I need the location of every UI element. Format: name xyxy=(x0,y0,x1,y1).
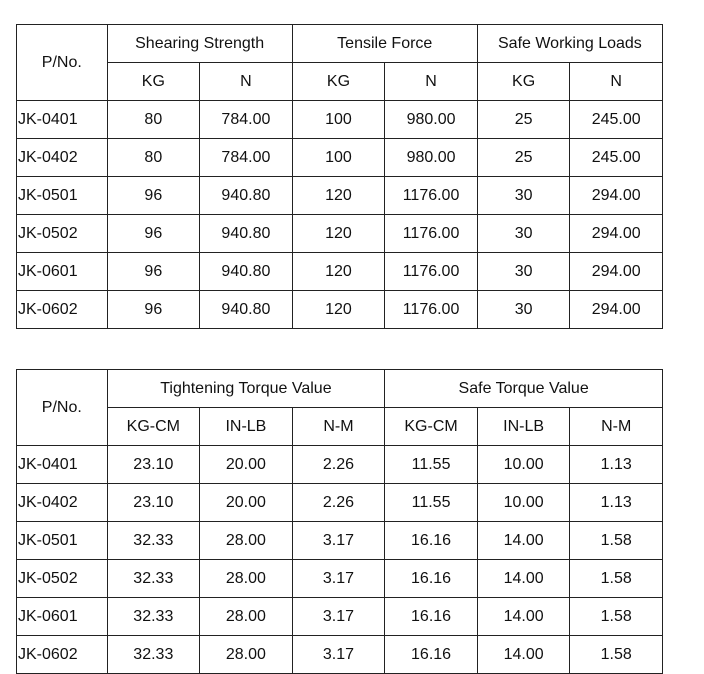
value-cell: 96 xyxy=(107,253,200,291)
unit-header: KG xyxy=(477,63,570,101)
value-cell: 2.26 xyxy=(292,484,385,522)
value-cell: 25 xyxy=(477,101,570,139)
value-cell: 294.00 xyxy=(570,215,663,253)
unit-header-row xyxy=(17,63,663,101)
table-row xyxy=(17,177,663,215)
unit-header: N xyxy=(385,63,478,101)
value-cell: 3.17 xyxy=(292,560,385,598)
value-cell: 28.00 xyxy=(200,560,293,598)
value-cell: 1.58 xyxy=(570,522,663,560)
tightening-torque-header: Tightening Torque Value xyxy=(107,370,385,408)
value-cell: 14.00 xyxy=(477,636,570,674)
value-cell: 10.00 xyxy=(477,484,570,522)
value-cell: 980.00 xyxy=(385,139,478,177)
value-cell: 245.00 xyxy=(570,101,663,139)
value-cell: 16.16 xyxy=(385,522,478,560)
unit-header: N-M xyxy=(292,408,385,446)
unit-header: KG xyxy=(107,63,200,101)
value-cell: 80 xyxy=(107,101,200,139)
tensile-force-header: Tensile Force xyxy=(292,25,477,63)
value-cell: 940.80 xyxy=(200,253,293,291)
table-row xyxy=(17,253,663,291)
value-cell: 80 xyxy=(107,139,200,177)
value-cell: 32.33 xyxy=(107,522,200,560)
unit-header: KG-CM xyxy=(385,408,478,446)
value-cell: 100 xyxy=(292,101,385,139)
value-cell: 20.00 xyxy=(200,446,293,484)
value-cell: 30 xyxy=(477,215,570,253)
torque-spec-table xyxy=(16,369,663,674)
value-cell: 30 xyxy=(477,291,570,329)
part-number-cell: JK-0401 xyxy=(17,446,108,484)
value-cell: 32.33 xyxy=(107,560,200,598)
pno-header: P/No. xyxy=(17,25,108,101)
value-cell: 940.80 xyxy=(200,177,293,215)
unit-header: KG-CM xyxy=(107,408,200,446)
value-cell: 32.33 xyxy=(107,636,200,674)
unit-header: N-M xyxy=(570,408,663,446)
value-cell: 100 xyxy=(292,139,385,177)
group-header-row xyxy=(17,370,663,408)
value-cell: 1.13 xyxy=(570,446,663,484)
value-cell: 1176.00 xyxy=(385,291,478,329)
group-header-row xyxy=(17,25,663,63)
value-cell: 20.00 xyxy=(200,484,293,522)
value-cell: 16.16 xyxy=(385,598,478,636)
value-cell: 23.10 xyxy=(107,484,200,522)
value-cell: 96 xyxy=(107,215,200,253)
part-number-cell: JK-0402 xyxy=(17,484,108,522)
safe-working-loads-header: Safe Working Loads xyxy=(477,25,662,63)
value-cell: 784.00 xyxy=(200,139,293,177)
part-number-cell: JK-0501 xyxy=(17,522,108,560)
value-cell: 11.55 xyxy=(385,484,478,522)
value-cell: 294.00 xyxy=(570,253,663,291)
part-number-cell: JK-0502 xyxy=(17,560,108,598)
value-cell: 1.58 xyxy=(570,598,663,636)
unit-header: KG xyxy=(292,63,385,101)
part-number-cell: JK-0601 xyxy=(17,253,108,291)
value-cell: 14.00 xyxy=(477,598,570,636)
value-cell: 25 xyxy=(477,139,570,177)
table-row xyxy=(17,139,663,177)
value-cell: 11.55 xyxy=(385,446,478,484)
value-cell: 940.80 xyxy=(200,215,293,253)
value-cell: 120 xyxy=(292,215,385,253)
value-cell: 2.26 xyxy=(292,446,385,484)
value-cell: 30 xyxy=(477,177,570,215)
value-cell: 16.16 xyxy=(385,636,478,674)
part-number-cell: JK-0501 xyxy=(17,177,108,215)
value-cell: 294.00 xyxy=(570,177,663,215)
value-cell: 10.00 xyxy=(477,446,570,484)
part-number-cell: JK-0602 xyxy=(17,291,108,329)
part-number-cell: JK-0401 xyxy=(17,101,108,139)
part-number-cell: JK-0601 xyxy=(17,598,108,636)
value-cell: 28.00 xyxy=(200,636,293,674)
value-cell: 1.13 xyxy=(570,484,663,522)
value-cell: 14.00 xyxy=(477,522,570,560)
table-row xyxy=(17,291,663,329)
part-number-cell: JK-0502 xyxy=(17,215,108,253)
unit-header-row xyxy=(17,408,663,446)
part-number-cell: JK-0402 xyxy=(17,139,108,177)
value-cell: 120 xyxy=(292,253,385,291)
value-cell: 14.00 xyxy=(477,560,570,598)
table-row xyxy=(17,560,663,598)
unit-header: N xyxy=(200,63,293,101)
unit-header: IN-LB xyxy=(200,408,293,446)
value-cell: 32.33 xyxy=(107,598,200,636)
value-cell: 96 xyxy=(107,291,200,329)
table-row xyxy=(17,522,663,560)
value-cell: 294.00 xyxy=(570,291,663,329)
pno-header: P/No. xyxy=(17,370,108,446)
value-cell: 23.10 xyxy=(107,446,200,484)
table-row xyxy=(17,215,663,253)
value-cell: 30 xyxy=(477,253,570,291)
value-cell: 784.00 xyxy=(200,101,293,139)
strength-spec-table xyxy=(16,24,663,329)
value-cell: 1176.00 xyxy=(385,215,478,253)
value-cell: 3.17 xyxy=(292,598,385,636)
safe-torque-header: Safe Torque Value xyxy=(385,370,663,408)
value-cell: 245.00 xyxy=(570,139,663,177)
table-row xyxy=(17,598,663,636)
value-cell: 1.58 xyxy=(570,636,663,674)
value-cell: 28.00 xyxy=(200,522,293,560)
part-number-cell: JK-0602 xyxy=(17,636,108,674)
value-cell: 3.17 xyxy=(292,522,385,560)
unit-header: IN-LB xyxy=(477,408,570,446)
value-cell: 96 xyxy=(107,177,200,215)
value-cell: 3.17 xyxy=(292,636,385,674)
value-cell: 1.58 xyxy=(570,560,663,598)
table-row xyxy=(17,484,663,522)
table-row xyxy=(17,446,663,484)
shearing-strength-header: Shearing Strength xyxy=(107,25,292,63)
value-cell: 120 xyxy=(292,291,385,329)
value-cell: 16.16 xyxy=(385,560,478,598)
value-cell: 1176.00 xyxy=(385,253,478,291)
table-row xyxy=(17,101,663,139)
value-cell: 980.00 xyxy=(385,101,478,139)
value-cell: 940.80 xyxy=(200,291,293,329)
value-cell: 120 xyxy=(292,177,385,215)
value-cell: 28.00 xyxy=(200,598,293,636)
unit-header: N xyxy=(570,63,663,101)
value-cell: 1176.00 xyxy=(385,177,478,215)
